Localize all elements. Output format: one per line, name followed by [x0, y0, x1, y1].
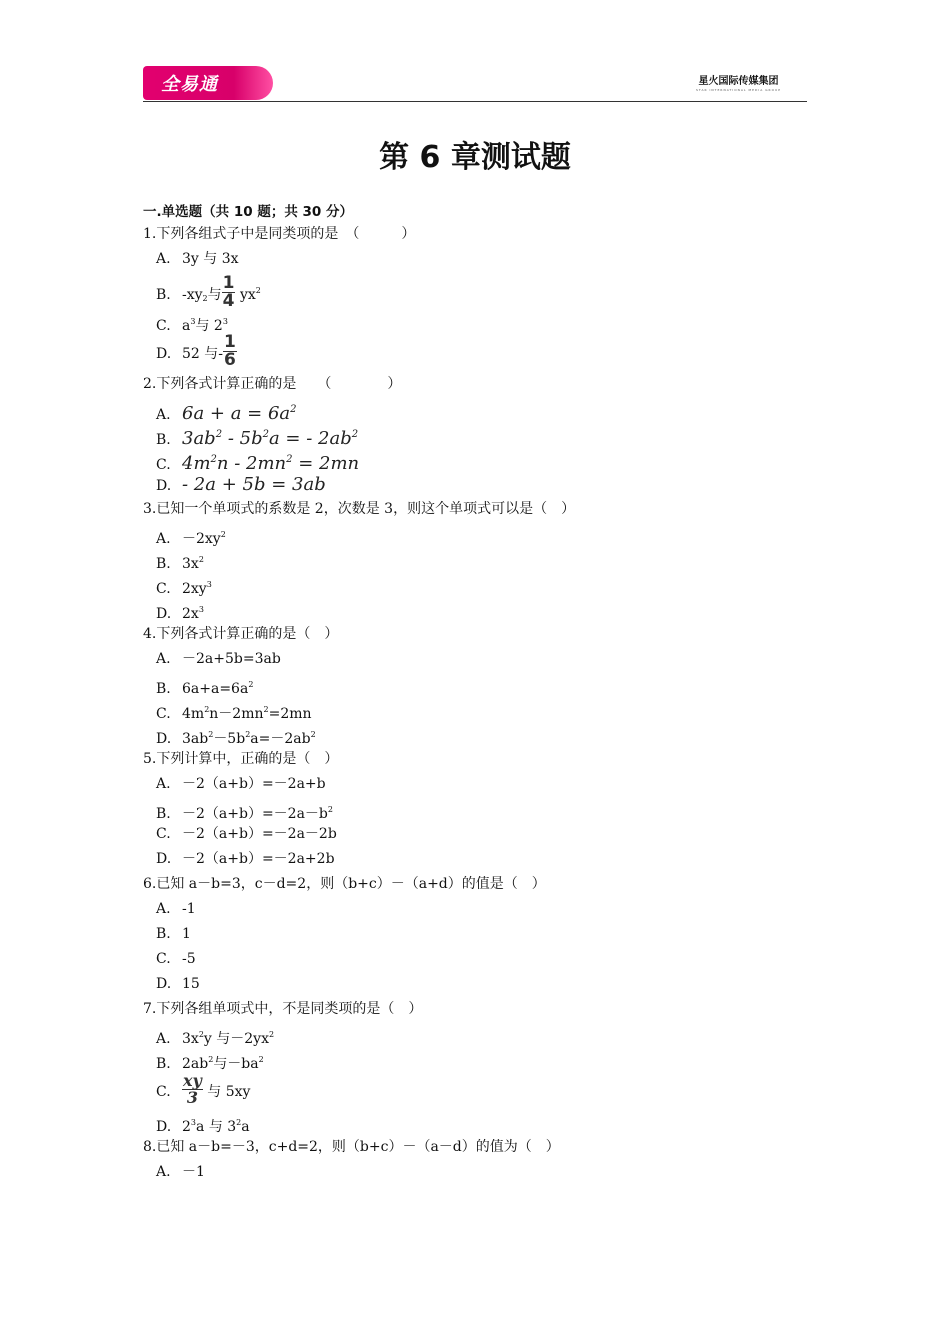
- option-3c: C. $2xy^3$: [156, 580, 212, 597]
- option-7a: A. $3x^2y$ 与$-2yx^2$: [156, 1030, 275, 1047]
- option-5b: B. $-2(a+b)=-2a-b^2$: [156, 805, 333, 822]
- option-2b: B. $3ab^2 - 5b^2a$ = - $2ab^2$: [156, 428, 359, 449]
- option-1a: A. 3y 与 3x: [156, 251, 239, 267]
- option-1b: B. $-xy_2$与 $\frac{1}{4}$ $yx^2$: [156, 272, 261, 311]
- fraction-xy-3: $\frac{xy}{3}$: [183, 1070, 202, 1107]
- question-2: 2.下列各式计算正确的是 （ ）: [143, 376, 402, 392]
- question-7: 7.下列各组单项式中，不是同类项的是（ ）: [143, 1001, 423, 1017]
- brand-block: [696, 72, 781, 92]
- logo-text: 全易通: [161, 74, 218, 95]
- section-heading: 一.单选题（共 10 题；共 30 分）: [143, 204, 354, 220]
- option-7b: B. $2ab^2$与$-ba^2$: [156, 1055, 264, 1072]
- option-3a: A. $-2xy^2$: [156, 530, 226, 547]
- option-7d: D. $2^3a$ 与 $3^2a$: [156, 1118, 250, 1135]
- option-4b: B. $6a+a=6a^2$: [156, 680, 254, 697]
- option-3d: D. $2x^3$: [156, 605, 204, 622]
- option-5c: C. －2（a+b）=－2a－2b: [156, 826, 337, 842]
- option-1c: C. $a^3$与 $2^3$: [156, 317, 228, 334]
- question-6: 6.已知 a－b=3，c－d=2，则（b+c）－（a+d）的值是（ ）: [143, 876, 546, 892]
- question-1: 1.下列各组式子中是同类项的是 （ ）: [143, 226, 416, 242]
- page-title: 第 6 章测试题: [379, 140, 571, 175]
- option-6b: B. 1: [156, 926, 191, 942]
- question-list: [143, 202, 807, 1185]
- publisher-logo: [143, 66, 273, 100]
- option-6d: D. 15: [156, 976, 200, 992]
- header-rule: [143, 101, 807, 102]
- option-6a: A. -1: [156, 901, 196, 917]
- question-4: 4.下列各式计算正确的是（ ）: [143, 626, 339, 642]
- fraction-1-4: $\frac{1}{4}$: [222, 272, 235, 311]
- option-3b: B. $3x^2$: [156, 555, 204, 572]
- option-5a: A. －2（a+b）=－2a+b: [156, 776, 326, 792]
- question-5: 5.下列计算中，正确的是（ ）: [143, 751, 339, 767]
- option-2d: D. - 2a + 5b = 3ab: [156, 474, 326, 495]
- option-8a: A. －1: [156, 1164, 205, 1180]
- option-7c: C. $\frac{xy}{3}$ 与 5xy: [156, 1070, 251, 1107]
- option-4a: A. －2a+5b=3ab: [156, 651, 281, 667]
- question-3: 3.已知一个单项式的系数是 2，次数是 3，则这个单项式可以是（ ）: [143, 501, 576, 517]
- option-5d: D. －2（a+b）=－2a+2b: [156, 851, 335, 867]
- option-4c: C. $4m^2n-2mn^2=2mn$: [156, 705, 312, 722]
- question-8: 8.已知 a－b=－3，c+d=2，则（b+c）－（a－d）的值为（ ）: [143, 1139, 560, 1155]
- brand-english: STAR INTERNATIONAL MEDIA GROUP: [695, 88, 781, 92]
- brand-name: 星火国际传媒集团: [698, 76, 779, 87]
- option-6c: C. -5: [156, 951, 196, 967]
- option-2a: A. $6a + a = 6a^2$: [156, 403, 297, 424]
- option-2c: C. $4m^2n - 2mn^2 = 2mn$: [156, 453, 360, 474]
- option-4d: D. $3ab^2-5b^2a=-2ab^2$: [156, 730, 316, 747]
- page-header: [143, 66, 807, 102]
- option-1d: D. 52 与- $\frac{1}{6}$: [156, 331, 236, 370]
- fraction-1-6: $\frac{1}{6}$: [224, 331, 236, 370]
